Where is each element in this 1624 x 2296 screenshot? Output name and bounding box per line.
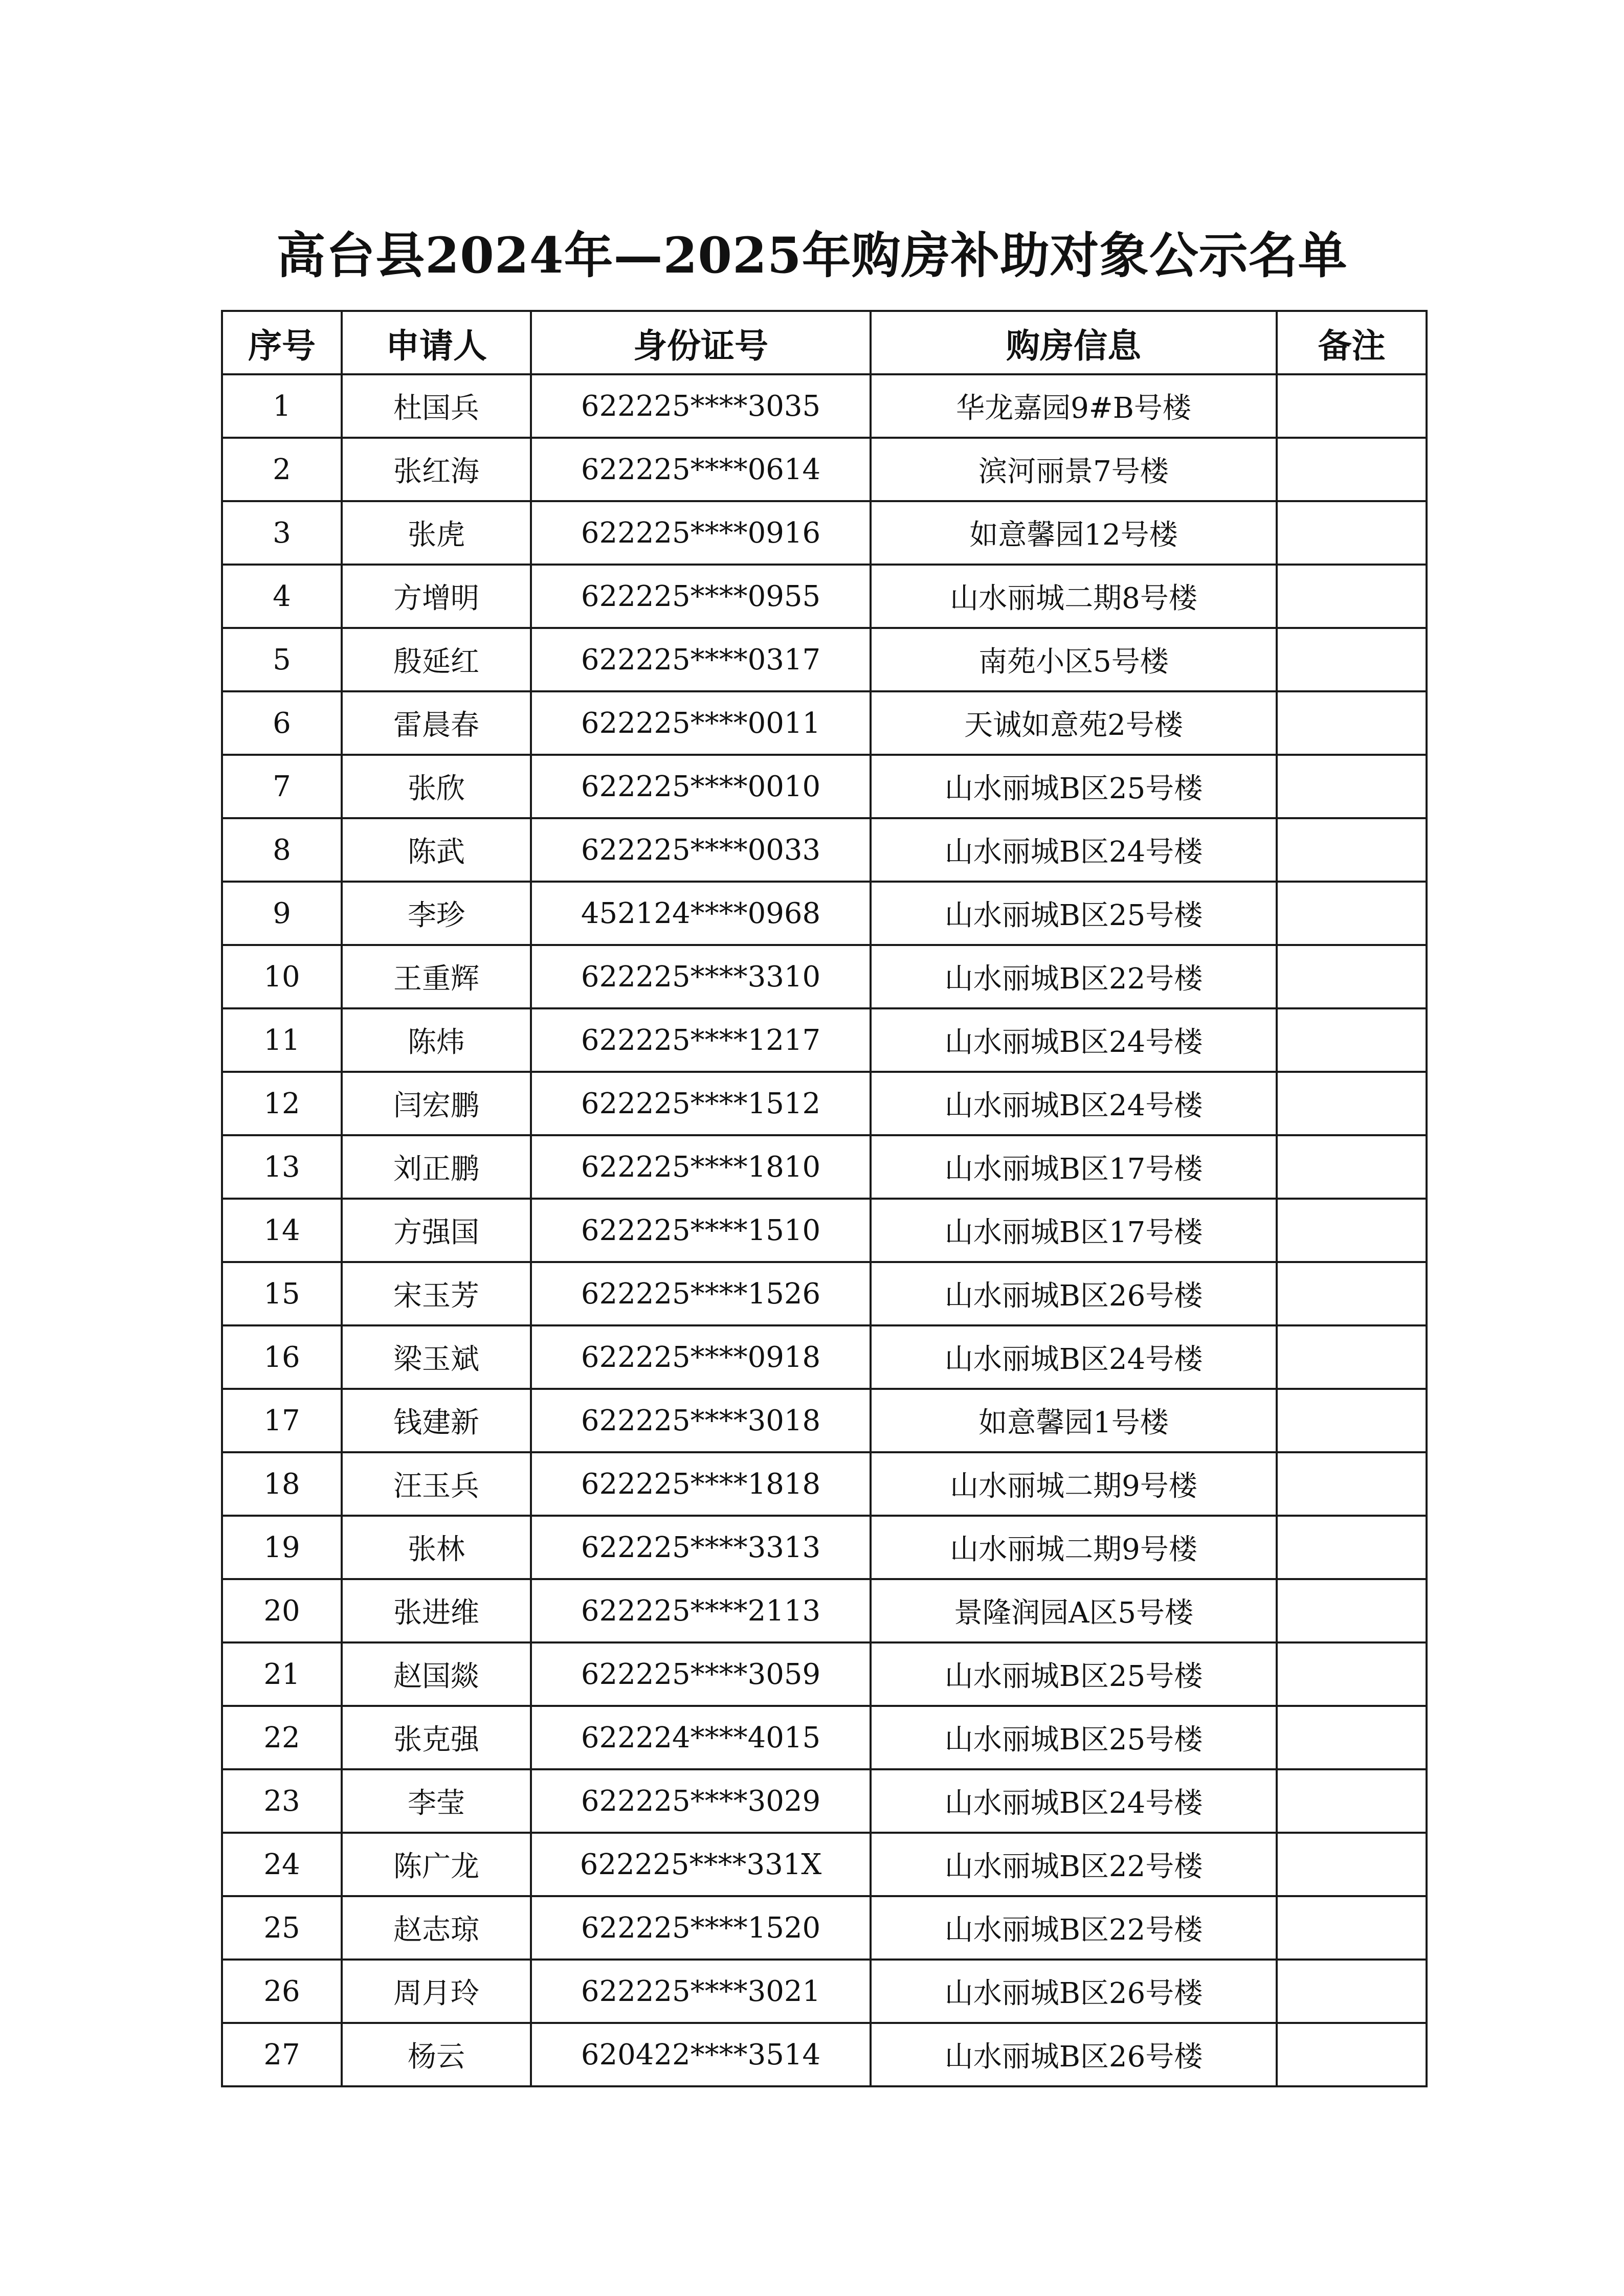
cell-seq: 18 xyxy=(222,1452,342,1516)
cell-seq: 12 xyxy=(222,1072,342,1135)
cell-id-number: 622225****1520 xyxy=(531,1896,871,1960)
cell-seq: 26 xyxy=(222,1960,342,2023)
table-row xyxy=(222,882,1427,945)
cell-housing-info: 山水丽城B区22号楼 xyxy=(871,1896,1277,1960)
table-row xyxy=(222,1896,1427,1960)
cell-housing-info: 山水丽城B区25号楼 xyxy=(871,1642,1277,1706)
cell-remarks xyxy=(1277,755,1427,818)
table-header-row xyxy=(222,311,1427,374)
cell-applicant: 张克强 xyxy=(342,1706,531,1769)
cell-housing-info: 天诚如意苑2号楼 xyxy=(871,691,1277,755)
cell-id-number: 622225****3313 xyxy=(531,1516,871,1579)
table-body xyxy=(222,374,1427,2086)
cell-seq: 3 xyxy=(222,501,342,565)
cell-seq: 25 xyxy=(222,1896,342,1960)
cell-seq: 16 xyxy=(222,1325,342,1389)
cell-id-number: 622225****1512 xyxy=(531,1072,871,1135)
cell-id-number: 620422****3514 xyxy=(531,2023,871,2086)
cell-housing-info: 山水丽城二期9号楼 xyxy=(871,1516,1277,1579)
cell-remarks xyxy=(1277,1389,1427,1452)
table-row xyxy=(222,945,1427,1008)
cell-housing-info: 山水丽城B区24号楼 xyxy=(871,1072,1277,1135)
table-row xyxy=(222,1325,1427,1389)
cell-remarks xyxy=(1277,1516,1427,1579)
cell-id-number: 622225****3029 xyxy=(531,1769,871,1833)
cell-applicant: 宋玉芳 xyxy=(342,1262,531,1325)
cell-id-number: 622225****2113 xyxy=(531,1579,871,1642)
cell-remarks xyxy=(1277,374,1427,438)
cell-housing-info: 山水丽城B区24号楼 xyxy=(871,1325,1277,1389)
cell-remarks xyxy=(1277,1769,1427,1833)
cell-applicant: 张虎 xyxy=(342,501,531,565)
header-seq: 序号 xyxy=(222,311,342,374)
cell-applicant: 张林 xyxy=(342,1516,531,1579)
cell-applicant: 李珍 xyxy=(342,882,531,945)
cell-remarks xyxy=(1277,1199,1427,1262)
table-row xyxy=(222,438,1427,501)
cell-applicant: 李莹 xyxy=(342,1769,531,1833)
cell-remarks xyxy=(1277,1706,1427,1769)
cell-housing-info: 如意馨园1号楼 xyxy=(871,1389,1277,1452)
cell-seq: 20 xyxy=(222,1579,342,1642)
cell-applicant: 刘正鹏 xyxy=(342,1135,531,1199)
cell-seq: 9 xyxy=(222,882,342,945)
cell-applicant: 赵国燚 xyxy=(342,1642,531,1706)
cell-applicant: 陈武 xyxy=(342,818,531,882)
table-row xyxy=(222,501,1427,565)
cell-remarks xyxy=(1277,1325,1427,1389)
cell-housing-info: 山水丽城B区26号楼 xyxy=(871,2023,1277,2086)
cell-remarks xyxy=(1277,1833,1427,1896)
cell-housing-info: 华龙嘉园9#B号楼 xyxy=(871,374,1277,438)
table-row xyxy=(222,1135,1427,1199)
cell-applicant: 张红海 xyxy=(342,438,531,501)
cell-housing-info: 山水丽城B区25号楼 xyxy=(871,755,1277,818)
table-row xyxy=(222,818,1427,882)
table-row xyxy=(222,1516,1427,1579)
cell-housing-info: 景隆润园A区5号楼 xyxy=(871,1579,1277,1642)
table-row xyxy=(222,1833,1427,1896)
cell-id-number: 622225****0918 xyxy=(531,1325,871,1389)
subsidy-table xyxy=(221,310,1428,2087)
cell-id-number: 622225****331X xyxy=(531,1833,871,1896)
header-id-number: 身份证号 xyxy=(531,311,871,374)
cell-seq: 1 xyxy=(222,374,342,438)
page-title: 高台县2024年—2025年购房补助对象公示名单 xyxy=(276,227,1348,284)
cell-seq: 14 xyxy=(222,1199,342,1262)
cell-id-number: 622225****1810 xyxy=(531,1135,871,1199)
cell-id-number: 622224****4015 xyxy=(531,1706,871,1769)
table-row xyxy=(222,1706,1427,1769)
cell-remarks xyxy=(1277,628,1427,691)
cell-applicant: 王重辉 xyxy=(342,945,531,1008)
cell-remarks xyxy=(1277,1072,1427,1135)
cell-applicant: 钱建新 xyxy=(342,1389,531,1452)
cell-remarks xyxy=(1277,1452,1427,1516)
cell-housing-info: 山水丽城B区26号楼 xyxy=(871,1960,1277,2023)
cell-remarks xyxy=(1277,1579,1427,1642)
table-row xyxy=(222,1008,1427,1072)
table-row xyxy=(222,691,1427,755)
cell-seq: 6 xyxy=(222,691,342,755)
table-row xyxy=(222,1389,1427,1452)
cell-seq: 24 xyxy=(222,1833,342,1896)
cell-housing-info: 山水丽城B区24号楼 xyxy=(871,818,1277,882)
table-row xyxy=(222,1452,1427,1516)
table-row xyxy=(222,1642,1427,1706)
table-row xyxy=(222,1199,1427,1262)
table-row xyxy=(222,1769,1427,1833)
cell-housing-info: 如意馨园12号楼 xyxy=(871,501,1277,565)
cell-seq: 17 xyxy=(222,1389,342,1452)
cell-applicant: 周月玲 xyxy=(342,1960,531,2023)
cell-applicant: 方强国 xyxy=(342,1199,531,1262)
cell-id-number: 622225****0011 xyxy=(531,691,871,755)
cell-housing-info: 滨河丽景7号楼 xyxy=(871,438,1277,501)
cell-seq: 19 xyxy=(222,1516,342,1579)
cell-id-number: 622225****3021 xyxy=(531,1960,871,2023)
cell-id-number: 622225****1818 xyxy=(531,1452,871,1516)
cell-seq: 15 xyxy=(222,1262,342,1325)
cell-applicant: 方增明 xyxy=(342,565,531,628)
cell-remarks xyxy=(1277,2023,1427,2086)
cell-seq: 7 xyxy=(222,755,342,818)
cell-remarks xyxy=(1277,565,1427,628)
cell-applicant: 雷晨春 xyxy=(342,691,531,755)
table-row xyxy=(222,1960,1427,2023)
cell-id-number: 622225****1510 xyxy=(531,1199,871,1262)
table-row xyxy=(222,1579,1427,1642)
cell-housing-info: 山水丽城二期8号楼 xyxy=(871,565,1277,628)
cell-remarks xyxy=(1277,945,1427,1008)
table-row xyxy=(222,1072,1427,1135)
table-row xyxy=(222,2023,1427,2086)
cell-seq: 21 xyxy=(222,1642,342,1706)
cell-seq: 11 xyxy=(222,1008,342,1072)
cell-applicant: 闫宏鹏 xyxy=(342,1072,531,1135)
cell-remarks xyxy=(1277,691,1427,755)
cell-seq: 23 xyxy=(222,1769,342,1833)
cell-applicant: 汪玉兵 xyxy=(342,1452,531,1516)
cell-applicant: 陈炜 xyxy=(342,1008,531,1072)
cell-seq: 4 xyxy=(222,565,342,628)
cell-applicant: 殷延红 xyxy=(342,628,531,691)
cell-applicant: 赵志琼 xyxy=(342,1896,531,1960)
cell-housing-info: 山水丽城B区24号楼 xyxy=(871,1769,1277,1833)
cell-id-number: 622225****0010 xyxy=(531,755,871,818)
cell-id-number: 622225****3018 xyxy=(531,1389,871,1452)
cell-id-number: 622225****0955 xyxy=(531,565,871,628)
cell-remarks xyxy=(1277,882,1427,945)
cell-id-number: 622225****0614 xyxy=(531,438,871,501)
cell-housing-info: 山水丽城B区24号楼 xyxy=(871,1008,1277,1072)
cell-housing-info: 山水丽城B区25号楼 xyxy=(871,882,1277,945)
cell-seq: 27 xyxy=(222,2023,342,2086)
cell-applicant: 杨云 xyxy=(342,2023,531,2086)
cell-remarks xyxy=(1277,501,1427,565)
cell-applicant: 杜国兵 xyxy=(342,374,531,438)
cell-remarks xyxy=(1277,1135,1427,1199)
cell-remarks xyxy=(1277,1960,1427,2023)
cell-id-number: 622225****3310 xyxy=(531,945,871,1008)
header-applicant: 申请人 xyxy=(342,311,531,374)
cell-housing-info: 南苑小区5号楼 xyxy=(871,628,1277,691)
cell-seq: 8 xyxy=(222,818,342,882)
header-housing-info: 购房信息 xyxy=(871,311,1277,374)
cell-remarks xyxy=(1277,1642,1427,1706)
table-row xyxy=(222,628,1427,691)
cell-housing-info: 山水丽城B区22号楼 xyxy=(871,1833,1277,1896)
cell-id-number: 622225****3059 xyxy=(531,1642,871,1706)
cell-housing-info: 山水丽城B区22号楼 xyxy=(871,945,1277,1008)
cell-housing-info: 山水丽城B区25号楼 xyxy=(871,1706,1277,1769)
cell-id-number: 622225****1217 xyxy=(531,1008,871,1072)
cell-id-number: 452124****0968 xyxy=(531,882,871,945)
table-row xyxy=(222,565,1427,628)
cell-remarks xyxy=(1277,438,1427,501)
cell-seq: 10 xyxy=(222,945,342,1008)
cell-applicant: 张欣 xyxy=(342,755,531,818)
cell-housing-info: 山水丽城B区26号楼 xyxy=(871,1262,1277,1325)
cell-remarks xyxy=(1277,1008,1427,1072)
cell-housing-info: 山水丽城二期9号楼 xyxy=(871,1452,1277,1516)
cell-id-number: 622225****1526 xyxy=(531,1262,871,1325)
cell-id-number: 622225****3035 xyxy=(531,374,871,438)
cell-seq: 2 xyxy=(222,438,342,501)
cell-remarks xyxy=(1277,1262,1427,1325)
cell-housing-info: 山水丽城B区17号楼 xyxy=(871,1135,1277,1199)
cell-remarks xyxy=(1277,818,1427,882)
cell-housing-info: 山水丽城B区17号楼 xyxy=(871,1199,1277,1262)
cell-id-number: 622225****0317 xyxy=(531,628,871,691)
cell-seq: 22 xyxy=(222,1706,342,1769)
cell-applicant: 张进维 xyxy=(342,1579,531,1642)
table-row xyxy=(222,755,1427,818)
cell-id-number: 622225****0033 xyxy=(531,818,871,882)
cell-seq: 13 xyxy=(222,1135,342,1199)
cell-id-number: 622225****0916 xyxy=(531,501,871,565)
cell-seq: 5 xyxy=(222,628,342,691)
cell-applicant: 陈广龙 xyxy=(342,1833,531,1896)
table-row xyxy=(222,1262,1427,1325)
cell-applicant: 梁玉斌 xyxy=(342,1325,531,1389)
table-row xyxy=(222,374,1427,438)
header-remarks: 备注 xyxy=(1277,311,1427,374)
cell-remarks xyxy=(1277,1896,1427,1960)
